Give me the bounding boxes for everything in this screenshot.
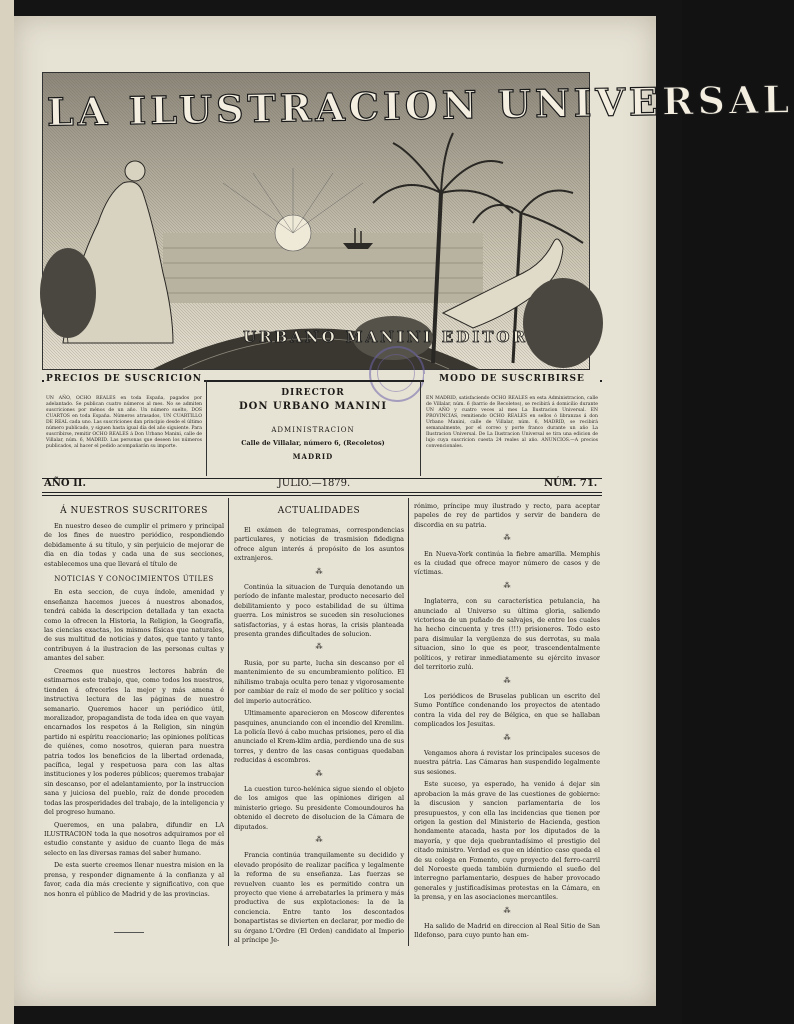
col2-paragraph: La cuestion turco-helénica sigue siendo el objeto de los amigos que las opiniones dirigen al ministerio griego. Su presidente Comoundouros ha obtenido el decreto de disolucion de la Cámara de diputados. xyxy=(234,784,404,831)
col3-paragraph: Este suceso, ya esperado, ha venido á dejar sin aprobacion la más grave de las cuestiones de gobierno: la discusion y sancion parlamentaria de los presupuestos, y con ella las incidencias que tienen por origen la gestion del Ministerio de Hacienda, gestion hondamente atacada, hasta por los diputados de la mayoría, y que deja quebrantadísimo el prestigio del citado ministro. Verdad es que en idéntico caso queda el de su colega en Fomento, cuyo proyecto del ferro-carril del Noroeste queda también durmiendo el sueño del interregno parlamentario, despues de haber provocado generales y justificadísimas protestas en la Cámara, en la prensa, y en las asociaciones mercantiles. xyxy=(414,780,600,902)
col1-article xyxy=(44,522,224,902)
subscription-mode-text: EN MADRID, satisfaciendo OCHO REALES en esta Administracion, calle de Villalar, núm. 6 (barrio de Recoletos), se recibirá á domicilio durante UN AÑO y cuatro veces al mes La Ilustracion Universal. EN PROVINCIAS, remitiendo OCHO REALES en sellos ó libranzas á don Urbano Manini, calle de Villalar, núm. 6, MADRID, se recibirá semanalmente, por el correo y porte franco durante un año La Ilustracion Universal. De La Ilustracion Universal se tira una edicion de lujo cuya suscricion cuesta 24 reales al año. ANUNCIOS.—A precios convencionales. xyxy=(426,396,598,449)
col3-paragraph: rónimo, príncipe muy ilustrado y recto, para aceptar papeles de rey de partidos y servir de bandera de discordia en su patria. xyxy=(414,502,600,529)
section-ornament: ⁂ xyxy=(503,581,511,590)
col1-paragraph: En nuestro deseo de cumplir el primero y principal de los fines de nuestro periódico, respondiendo debidamente á su título, y sin perjuicio de mejorar de dia en dia todas y cada una de sus secciones, establecemos una que llevará el título de xyxy=(44,522,224,568)
section-ornament: ⁂ xyxy=(315,567,323,576)
col2-paragraph: Ultimamente aparecieron en Moscow diferentes pasquines, anunciando con el incendio del Kremlim. La policía llevó á cabo muchas prisiones, pero el dia anunciado el Krem-klim ardia, perdiendo una de sus torres, y dentro de las casas contiguas quedaban reducidas á escombros. xyxy=(234,709,404,765)
issue-year: AÑO II. xyxy=(44,478,86,489)
col2-article xyxy=(234,526,404,949)
col1-subheading: NOTICIAS Y CONOCIMIENTOS ÚTILES xyxy=(54,575,214,584)
section-ornament: ⁂ xyxy=(503,534,511,543)
col2-paragraph: El exámen de telegramas, correspondencias particulares, y noticias de trasmision fidedigna ofrece algun interés á propósito de los asuntos extranjeros. xyxy=(234,526,404,563)
col1-paragraph: Queremos, en una palabra, difundir en LA ILUSTRACION toda la que nosotros adquiramos por el estudio constante y asiduo de cuanto llega de más selecto en las diversas ramas del saber humano. xyxy=(44,820,224,857)
col2-heading: ACTUALIDADES xyxy=(277,506,361,516)
col2-paragraph: Continúa la situacion de Turquía denotando un período de infante malestar, producto necesario del debilitamiento y poco estabilidad de su última guerra. Los ministros se suceden sin resoluciones satisfactorias, y á estas horas, la crisis planteada presenta grandes dificultades de solucion. xyxy=(234,583,404,639)
section-ornament: ⁂ xyxy=(503,676,511,685)
masthead-engraving xyxy=(42,72,794,370)
administration-address: Calle de Villalar, número 6, (Recoletos) xyxy=(241,439,385,447)
administration-heading: ADMINISTRACION xyxy=(271,426,355,434)
col3-paragraph: Los periódicos de Bruselas publican un escrito del Sumo Pontífice condenando los proyectos de atentado contra la vida del rey de Bélgica, en que se hallaban complicados los Jesuitas. xyxy=(414,691,600,729)
subscription-prices-heading: PRECIOS DE SUSCRICION xyxy=(44,374,204,384)
col2-paragraph: Rusia, por su parte, lucha sin descanso por el mantenimiento de su encumbramiento político. El nihilismo trabaja oculta pero tenaz y vigorosamente por cambiar de raíz el modo de ser político y social del imperio autocrático. xyxy=(234,658,404,705)
subscription-mode-heading: MODO DE SUSCRIBIRSE xyxy=(424,374,600,384)
col3-paragraph: Ha salido de Madrid en direccion al Real Sitio de San Ildefonso, para cuyo punto han em- xyxy=(414,922,600,940)
info-divider xyxy=(206,380,207,476)
dateline-rule xyxy=(42,495,602,496)
col3-paragraph: Vengamos ahora á revistar los principales sucesos de nuestra pátria. Las Cámaras han suspendido legalmente sus sesiones. xyxy=(414,748,600,776)
col1-paragraph: Creemos que nuestros lectores habrán de estimarnos este trabajo, que, como todos los nuestros, tienden á ofrecerles la mejor y más amena é instructiva lectura de las páginas de nuestro semanario. Queremos hacer un periódico útil, moralizador, propagandista de toda idea en que vayan encarnados los respetos á la Religion, sin ningún partido ni espíritu reaccionario; las opiniones políticas de quiénes, como nosotros, quieran para nuestra patria todos los beneficios de la libertad ordenada, pacífica, legal y respetuosa para con las altas instituciones y los poderes públicos; queremos trabajar sin descanso, por el adelantamiento, por la instruccion sana y juiciosa del pueblo, raíz de donde proceden todas las prosperidades del trabajo, de la inteligencia y del progreso humano. xyxy=(44,666,224,816)
director-heading: DIRECTOR xyxy=(281,388,345,398)
administration-city: MADRID xyxy=(292,452,334,461)
section-ornament: ⁂ xyxy=(315,769,323,778)
section-ornament: ⁂ xyxy=(503,733,511,742)
col3-paragraph: En Nueva-York continúa la fiebre amarilla. Memphis es la ciudad que ofrece mayor número de casos y de víctimas. xyxy=(414,549,600,577)
previous-page-edge xyxy=(0,0,14,1024)
column-rule xyxy=(408,498,409,946)
col1-paragraph: De esta suerte creemos llenar nuestra mision en la prensa, y responder dignamente á la confianza y al favor, cada dia más creciente y significativo, con que nos honra el público de Madrid y de las provincias. xyxy=(44,861,224,898)
subscription-prices-text: UN AÑO, OCHO REALES en toda España, pagados por adelantado. Se publican cuatro números al mes. No se admiten suscriciones por ménos de un año. Un número suelto, DOS CUARTOS en toda España. Números atrasados, UN CUARTILLO DE REAL cada uno. Las suscriciones dan principio desde el último número publicado, y siguen hasta igual día del año siguiente. Para suscribirse, remitir OCHO REALES á Don Urbano Manini, calle de Villalar, núm. 6, MADRID. Las personas que deseen los números publicados, al hacer el pedido acompañarán su importe. xyxy=(46,396,202,449)
info-divider xyxy=(420,380,421,476)
col2-paragraph: Francia continúa tranquilamente su decidido y elevado propósito de realizar pacífica y legalmente la reforma de su enseñanza. Las fuerzas se revuelven cuanto les es permitido contra un proyecto que viene á arrebatarles la primera y más productiva de sus explotaciones: la de la conciencia. Entre tanto los descontados bonapartistas se divierten en declarar, por medio de su órgano L'Ordre (El Orden) candidato al Imperio al príncipe Je- xyxy=(234,851,404,945)
col3-paragraph: Inglaterra, con su característica petulancia, ha anunciado al Universo su última gloria, saliendo victoriosa de un puñado de salvajes, de entre los cuales ha hecho cincuenta y tres (!!!) prisioneros. Todo esto para disimular la vergüenza de sus derrotas, su mala situacion, sino lo que es peor, trascendentalmente políticos, y retirar inmediatamente su ejército invasor del territorio zulú. xyxy=(414,597,600,672)
col1-paragraph: En esta seccion, de cuya índole, amenidad y enseñanza hacemos jueces á nuestros abonados, tendrá cabida la descripcion detallada y tan exacta como la ofrecen la Historia, la Religion, la Geografía, las ciencias exactas, los mismos físicas que naturales, de sus multitud de noticias y datos, que tanto y tanto contribuyen á la ilustracion de las personas cultas y amantes del saber. xyxy=(44,588,224,663)
masthead-subtitle: URBANO MANINI EDITOR xyxy=(243,328,528,346)
newspaper-page xyxy=(14,16,794,1006)
section-ornament: ⁂ xyxy=(315,835,323,844)
section-ornament: ⁂ xyxy=(503,906,511,915)
column-rule xyxy=(228,498,229,946)
issue-date: JULIO.—1879. xyxy=(277,478,351,489)
col1-end-rule xyxy=(114,932,144,933)
director-name: DON URBANO MANINI xyxy=(238,401,388,412)
dateline-rule xyxy=(42,492,602,493)
col3-article xyxy=(414,502,600,944)
masthead-title: LA ILUSTRACION UNIVERSAL xyxy=(46,76,794,135)
col1-heading: Á NUESTROS SUSCRITORES xyxy=(60,506,208,516)
section-ornament: ⁂ xyxy=(315,643,323,652)
issue-number: NÚM. 71. xyxy=(544,478,598,489)
